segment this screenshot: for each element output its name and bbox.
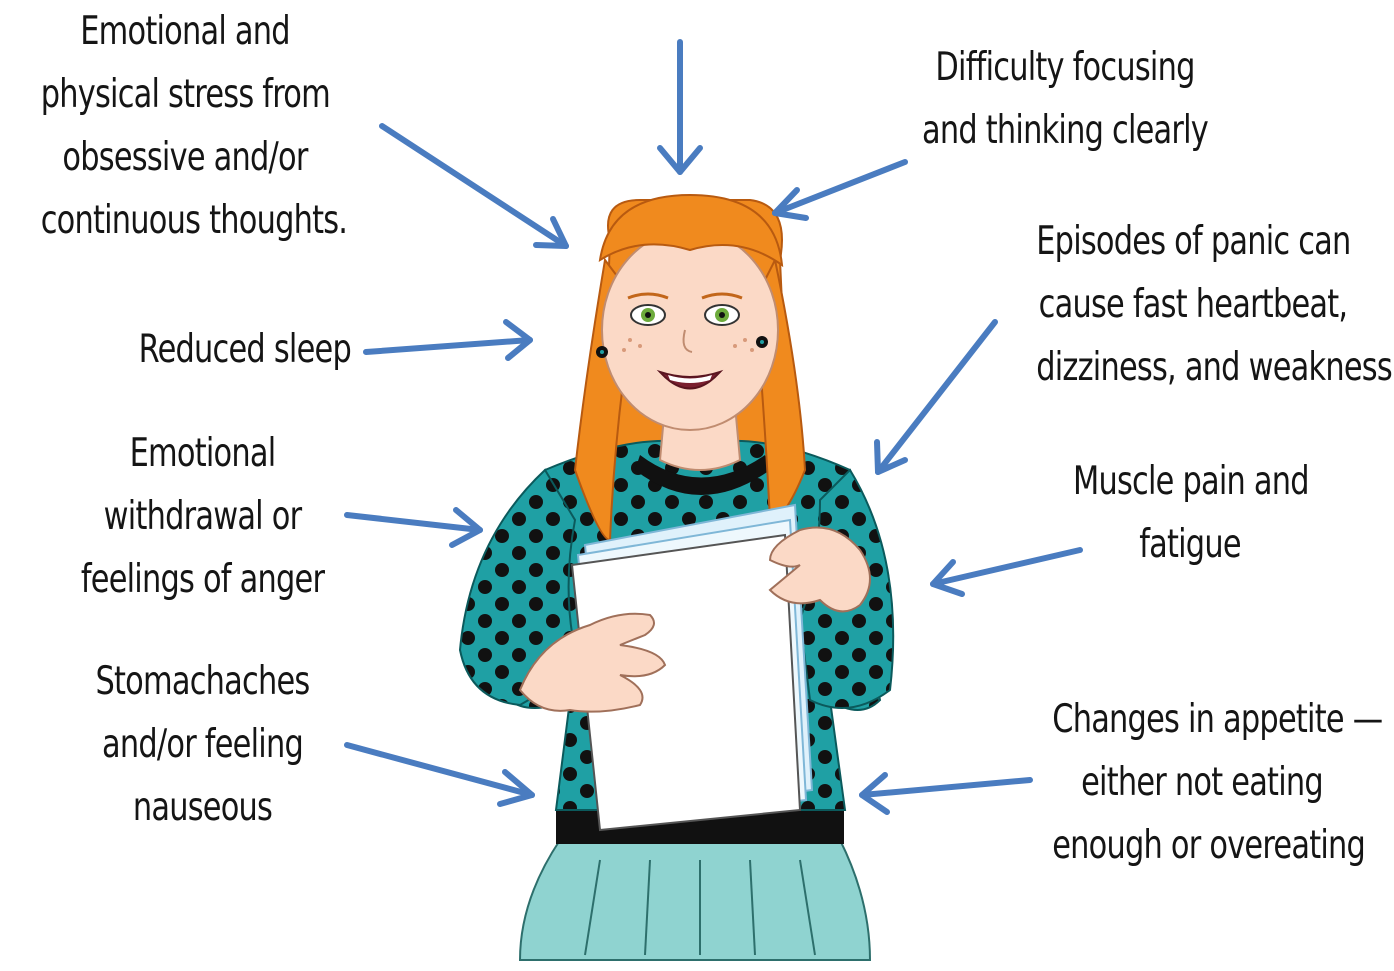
label-line: fatigue — [1139, 522, 1241, 567]
label-difficulty-focusing — [921, 36, 1210, 162]
label-line: either not eating — [1081, 760, 1323, 805]
label-line: Reduced sleep — [138, 327, 352, 372]
label-muscle-pain — [1073, 450, 1307, 576]
label-panic — [1036, 210, 1392, 399]
label-line: Muscle pain and — [1073, 459, 1309, 504]
label-stomachaches — [91, 650, 313, 839]
label-line: physical stress from — [40, 72, 330, 117]
arrow-emotional-stress — [382, 126, 566, 246]
label-line: withdrawal or — [103, 494, 302, 539]
label-line: feelings of anger — [80, 557, 325, 602]
label-emotional-stress — [40, 0, 348, 252]
label-line: dizziness, and weakness — [1036, 345, 1392, 390]
label-line: and thinking clearly — [921, 108, 1209, 153]
label-line: Stomachaches — [95, 659, 310, 704]
arrow-stomachaches — [347, 745, 532, 804]
label-withdrawal — [76, 422, 330, 611]
label-line: and/or feeling — [102, 722, 303, 767]
label-line: Emotional — [129, 431, 276, 476]
arrow-panic — [877, 322, 995, 472]
arrow-appetite — [862, 775, 1030, 812]
arrow-difficulty-focusing — [775, 162, 905, 218]
arrow-muscle-pain — [933, 550, 1080, 594]
label-reduced-sleep — [138, 318, 352, 381]
label-line: Emotional and — [80, 9, 290, 54]
label-line: continuous thoughts. — [40, 198, 348, 243]
label-line: nauseous — [132, 785, 273, 830]
label-line: enough or overeating — [1052, 823, 1366, 868]
label-appetite — [1052, 688, 1383, 877]
label-line: Changes in appetite — — [1052, 697, 1383, 742]
label-line: Episodes of panic can — [1036, 219, 1351, 264]
arrow-top — [660, 42, 700, 172]
arrow-withdrawal — [347, 510, 480, 545]
label-line: obsessive and/or — [62, 135, 308, 180]
label-line: Difficulty focusing — [935, 45, 1195, 90]
arrow-reduced-sleep — [366, 322, 530, 358]
label-line: cause fast heartbeat, — [1038, 282, 1348, 327]
